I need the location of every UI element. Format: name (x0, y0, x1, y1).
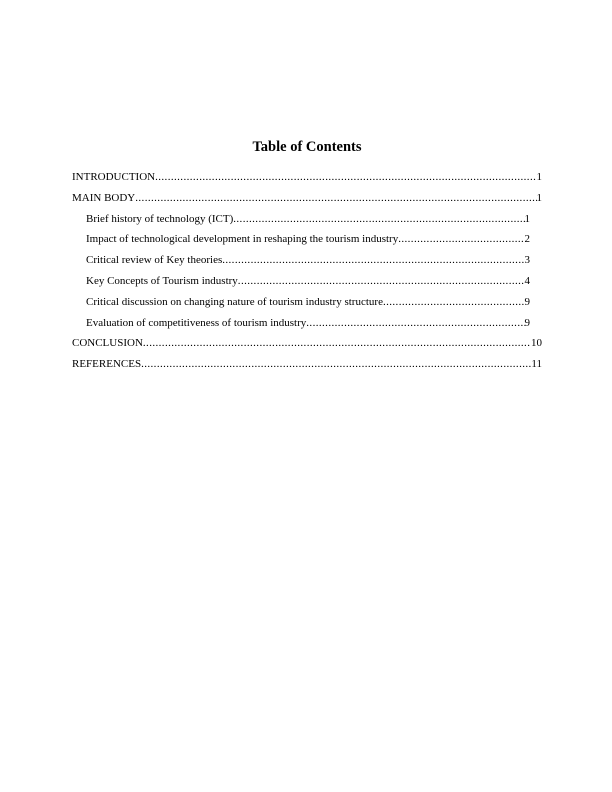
toc-page-number: 11 (531, 358, 542, 371)
toc-entry-introduction[interactable] (72, 167, 542, 188)
toc-entry-label: Critical discussion on changing nature of tourism industry structure (86, 295, 383, 308)
toc-entry-critical-discussion[interactable] (72, 292, 542, 313)
toc-dot-leader (135, 188, 536, 209)
toc-title: Table of Contents (252, 139, 362, 155)
toc-page-number: 1 (524, 212, 530, 225)
toc-entry-label: MAIN BODY (72, 191, 136, 204)
toc-page-number: 4 (524, 274, 530, 287)
toc-page-number: 2 (524, 233, 530, 246)
toc-page-number: 3 (524, 254, 530, 267)
toc-entry-label: CONCLUSION (72, 337, 143, 350)
toc-dot-leader (233, 209, 524, 230)
toc-entry-main-body[interactable] (72, 188, 542, 209)
toc-entry-references[interactable] (72, 354, 542, 375)
toc-page-number: 9 (524, 295, 530, 308)
toc-entry-evaluation-competitiveness[interactable] (72, 313, 542, 334)
toc-page-number: 1 (536, 191, 542, 204)
toc-page-number: 1 (536, 171, 542, 183)
toc-entry-label: Brief history of technology (ICT) (86, 212, 234, 225)
table-of-contents (72, 138, 542, 375)
toc-dot-leader (398, 229, 524, 250)
toc-entry-critical-review[interactable] (72, 250, 542, 271)
toc-list (72, 167, 542, 375)
toc-dot-leader (155, 167, 536, 188)
toc-dot-leader (141, 354, 531, 375)
toc-entry-label: Key Concepts of Tourism industry (86, 274, 238, 287)
toc-dot-leader (222, 250, 524, 271)
toc-entry-brief-history[interactable] (72, 209, 542, 230)
toc-dot-leader (143, 333, 531, 354)
toc-dot-leader (383, 292, 525, 313)
toc-page-number: 9 (524, 316, 530, 329)
toc-entry-label: Impact of technological development in reshaping the tourism industry (86, 233, 399, 246)
toc-entry-label: Critical review of Key theories (86, 254, 223, 267)
toc-entry-label: Evaluation of competitiveness of tourism industry (86, 316, 307, 329)
toc-entry-label: INTRODUCTION (72, 171, 156, 183)
toc-page-number: 10 (531, 337, 542, 350)
toc-dot-leader (238, 271, 525, 292)
toc-entry-key-concepts[interactable] (72, 271, 542, 292)
toc-entry-conclusion[interactable] (72, 333, 542, 354)
toc-entry-label: REFERENCES (72, 358, 142, 371)
toc-dot-leader (306, 313, 524, 334)
toc-entry-impact-technological-development[interactable] (72, 229, 542, 250)
